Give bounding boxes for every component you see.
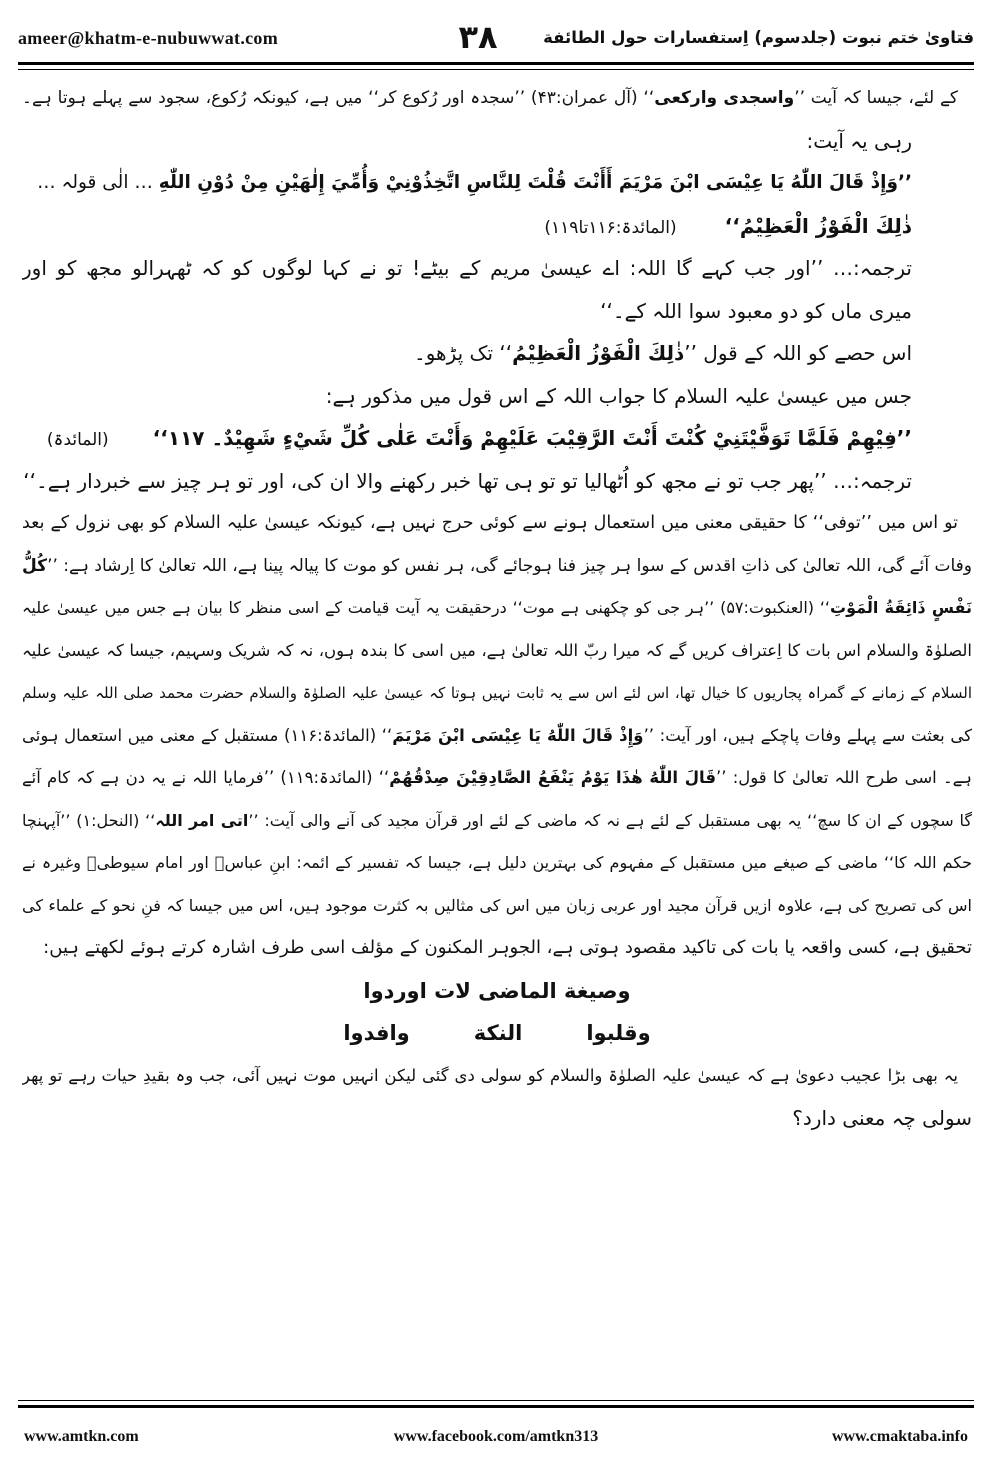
line-text: ‘‘ (العنکبوت:۵۷) ’’ہر جی کو چکھنی ہے موت‘‘ درحقیقت یہ آیت قیامت کے اسی منظر کا بیان ہے جس میں عیسیٰ علیہ (22, 598, 830, 617)
line-text: کی بعثت سے پہلے وفات پاچکے ہیں، اور آیت: ’’ (643, 725, 972, 745)
page-footer (18, 1424, 974, 1450)
page-number: ۳۸ (458, 18, 498, 56)
footer-website-right: www.cmaktaba.info (831, 1428, 968, 1445)
text-line-11 (22, 502, 972, 545)
text-line-12 (22, 545, 972, 588)
text-line-10 (22, 460, 972, 503)
text-line-07 (22, 332, 972, 375)
quranic-verse: قَالَ اللّٰهُ هٰذَا يَوْمُ يَنْفَعُ الصَّادِقِيْنَ صِدْقُهُمْ (389, 768, 717, 787)
verse-reference: (المائدۃ) (46, 430, 109, 450)
line-text: ‘‘ تک پڑھو۔ (414, 341, 513, 365)
text-line-17 (22, 757, 972, 800)
poem-word: وقلبوا (586, 1021, 651, 1045)
line-text: تو اس میں ’’توفی‘‘ کا حقیقی معنی میں استعمال ہونے سے کوئی حرج نہیں ہے، کیونکہ عیسیٰ علیہ السلام کو بھی نزول کے بعد (22, 513, 958, 533)
text-line-01 (22, 77, 972, 120)
poem-word: النكة (473, 1021, 523, 1045)
text-line-24 (22, 1055, 972, 1098)
header-double-rule (18, 62, 974, 70)
book-title: فتاویٰ ختم نبوت (جلدسوم) اِستفسارات حول الطائفة (543, 28, 974, 47)
translation-text: ترجمہ:… ’’اور جب کہے گا اللہ: اے عیسیٰ مریم کے بیٹے! تو نے کہا لوگوں کو کہ ٹھہرالو مجھ کو اور (22, 256, 912, 280)
line-text: یہ بھی بڑا عجیب دعویٰ ہے کہ عیسیٰ علیہ الصلوٰۃ والسلام کو سولی دی گئی لیکن انہیں موت نہیں آئی، جب وہ بقیدِ حیات رہے تو پھر (22, 1065, 958, 1085)
line-text: کے لئے، جیسا کہ آیت ’’ (794, 88, 959, 108)
quranic-verse: واسجدی وارکعی (654, 88, 795, 108)
line-text: رہی یہ آیت: (806, 128, 912, 153)
footer-double-rule (18, 1400, 974, 1408)
line-text: اس حصے کو اللہ کے قول ’’ (684, 341, 912, 365)
quranic-verse: ’’فِيْهِمْ فَلَمَّا تَوَفَّيْتَنِيْ كُنْتَ أَنْتَ الرَّقِيْبَ عَلَيْهِمْ وَأَنْتَ عَلٰى كُلِّ شَيْءٍ شَهِيْدٌ۔ ۱۱۷‘‘ (152, 426, 912, 450)
translation-text: میری ماں کو دو معبود سوا اللہ کے۔‘‘ (600, 298, 912, 323)
quranic-verse: ذٰلِكَ الْفَوْزُ الْعَظِيْمُ (512, 341, 685, 365)
text-line-06 (22, 290, 972, 333)
text-line-21 (22, 927, 972, 970)
line-text: … الٰی قولہ … (37, 172, 159, 193)
text-line-15 (22, 672, 972, 715)
footer-facebook-link: www.facebook.com/amtkn313 (393, 1428, 599, 1445)
text-line-05 (22, 247, 972, 290)
line-text: ‘‘ (آل عمران:۴۳) ’’سجدہ اور رُکوع کر‘‘ میں ہے، کیونکہ رُکوع، سجود سے پہلے ہوتا ہے۔ (22, 88, 655, 108)
line-text: وفات آئے گی، اللہ تعالیٰ کی ذاتِ اقدس کے سوا ہر چیز فنا ہوجائے گی، ہر نفس کو موت کا پیالہ پینا ہے، اللہ تعالیٰ کا اِرشاد ہے: ’’ (47, 555, 972, 576)
text-line-16 (22, 715, 972, 758)
page-body (22, 77, 972, 1140)
text-line-20 (22, 885, 972, 928)
quranic-verse: وَإِذْ قَالَ اللّٰهُ يَا عِيْسَى ابْنَ مَرْيَمَ (392, 725, 644, 745)
footer-website-left: www.amtkn.com (24, 1428, 139, 1445)
line-text: سولی چہ معنی دارد؟ (792, 1106, 972, 1130)
quranic-verse: نَفْسٍ ذَائِقَةُ الْمَوْتِ (830, 598, 972, 617)
line-text: ‘‘ (النحل:۱) ’’آپہنچا (22, 810, 156, 830)
text-line-18 (22, 800, 972, 843)
line-text: السلام کے زمانے کے گمراہ پجاریوں کا خیال تھا، اس لئے اس سے یہ ثابت نہیں ہوتا کہ عیسیٰ علیہ الصلوٰۃ والسلام حضرت محمد صلی اللہ علیہ وسلم (22, 684, 972, 702)
line-text: ‘‘ (المائدۃ:۱۱۹) ’’فرمایا اللہ نے یہ دن ہے کہ کام آئے (22, 768, 390, 787)
poem-line-2 (22, 1012, 972, 1055)
text-line-02 (22, 120, 972, 163)
quranic-verse: اتی امر اللہ (155, 810, 249, 830)
line-text: ہے۔ اسی طرح اللہ تعالیٰ کا قول: ’’ (716, 768, 972, 787)
line-text: گا سچوں کے ان کا سچ‘‘ یہ بھی مستقبل کے لئے ہے نہ کہ ماضی کے لئے اور قرآن مجید کی آنے والی آیت: ’’ (248, 810, 972, 830)
line-text: تحقیق ہے، کسی واقعہ یا بات کی تاکید مقصود ہوتی ہے، الجوہر المکنون کے مؤلف اسی طرف اشارہ کرتے ہوئے لکھتے ہیں: (43, 937, 972, 958)
poem-line-1 (22, 970, 972, 1013)
text-line-04 (22, 205, 972, 248)
line-text: ‘‘ (المائدۃ:۱۱۶) مستقبل کے معنی میں استعمال ہوئی (22, 725, 393, 745)
quranic-verse: ’’وَإِذْ قَالَ اللّٰهُ يَا عِيْسَى ابْنَ مَرْيَمَ أَأَنْتَ قُلْتَ لِلنَّاسِ اتَّخِذُوْنِيْ وَأُمِّيَ إِلٰهَيْنِ مِنْ دُوْنِ اللّٰهِ (158, 172, 912, 193)
line-text: حکم اللہ کا‘‘ ماضی کے صیغے میں مستقبل کے مفہوم کی بہترین دلیل ہے، جیسا کہ تفسیر کے ائمہ: ابنِ عباسؓ اور امام سیوطیؒ وغیرہ نے (22, 853, 972, 872)
text-line-25 (22, 1097, 972, 1140)
text-line-03 (22, 162, 972, 205)
header-email: ameer@khatm-e-nubuwwat.com (18, 28, 279, 48)
line-text: الصلوٰۃ والسلام اس بات کا اِعتراف کریں گے کہ میرا ربّ اللہ تعالیٰ ہے، میں اسی کا بندہ ہوں، نہ کہ شریک وسہیم، جیسا کہ عیسیٰ علیہ (22, 640, 972, 660)
text-line-19 (22, 842, 972, 885)
text-line-13 (22, 587, 972, 630)
quranic-verse: ذٰلِكَ الْفَوْزُ الْعَظِيْمُ‘‘ (724, 213, 912, 238)
text-line-14 (22, 630, 972, 673)
poem-word: وافدوا (343, 1021, 410, 1045)
page-header (18, 14, 974, 60)
line-text: اس کی تصریح کی ہے، علاوہ ازیں قرآن مجید اور عربی زبان میں اس کی مثالیں بہ کثرت موجود ہیں، اس میں جیسا کہ فنِ نحو کے علماء کی (22, 895, 972, 915)
text-line-08 (22, 375, 972, 418)
translation-text: ترجمہ:… ’’پھر جب تو نے مجھ کو اُٹھالیا تو تو ہی تھا خبر رکھنے والا ان کی، اور تو ہر چیز سے خبردار ہے۔‘‘ (23, 468, 912, 493)
text-line-09 (22, 417, 972, 460)
quranic-verse: كُلُّ (22, 555, 48, 576)
poem-verse: وصيغة الماضى لات اوردوا (363, 978, 631, 1003)
verse-reference: (المائدۃ:۱۱۶تا۱۱۹) (544, 217, 677, 238)
line-text: جس میں عیسیٰ علیہ السلام کا جواب اللہ کے اس قول میں مذکور ہے: (325, 383, 912, 408)
